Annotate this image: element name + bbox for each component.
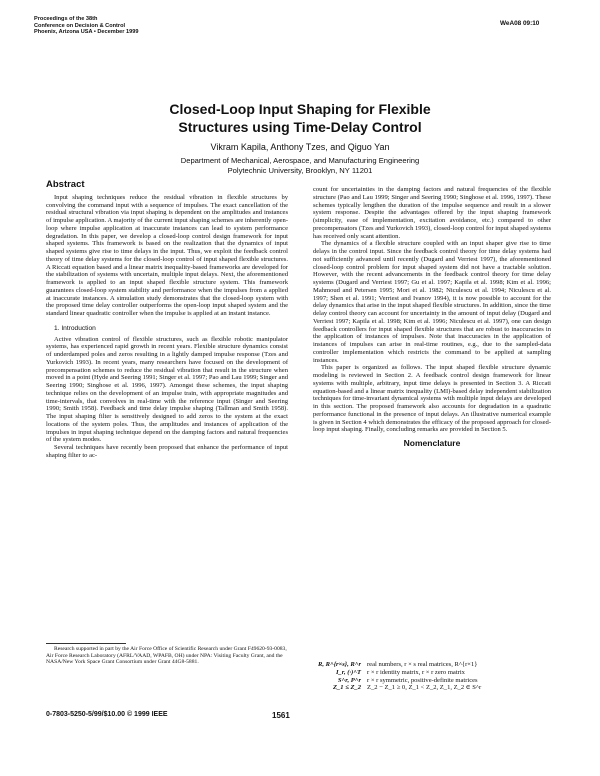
footnote-rule: [46, 643, 126, 644]
title-line-1: Closed-Loop Input Shaping for Flexible: [169, 101, 431, 117]
nomenclature-symbol: S^r, P^r: [337, 676, 361, 684]
nomenclature-symbol: Z_1 ≤ Z_2: [333, 684, 361, 692]
nomenclature-symbol: R, R^{r×s}, R^r: [317, 661, 361, 668]
nomenclature-row: [313, 669, 551, 677]
affiliation-line-1: Department of Mechanical, Aerospace, and Manufacturing Engineering: [180, 156, 420, 165]
nomenclature-row: [313, 677, 551, 685]
page-number: 1561: [272, 711, 290, 720]
right-paragraph-1: count for uncertainties in the damping factors and natural frequencies of the flexible structure (Pao and Lau 1999; Singer and Seering 1990; Singhose et al. 1996, 1997). These schemes typically lengthen the duration of the impulse sequence and result in a slower system response. Despite the advantages offered by the input shaping framework (simplicity, ease of implementation, excitation avoidance, etc.) compared to other precompensators (Tzes and Yurkovich 1993), closed-loop control for input shaped systems has received only scant attention.: [313, 186, 551, 240]
authors: Vikram Kapila, Anthony Tzes, and Qiguo Yan: [210, 142, 390, 152]
footnote-text: Research supported in part by the Air Force Office of Scientific Research under Grant F49620-93-0083, Air Force Research Laboratory (AFRL/VAAD, WPAFB, OH) under NPA: Visiting Faculty Grant, and the NASA/New York Space Grant Consortium under Grant 44G8-5881.: [46, 646, 287, 666]
intro-paragraph-1: Active vibration control of flexible structures, such as flexible robotic manipulator systems, has experienced rapid growth in recent years. Flexible structure dynamics consist of underdamped poles and zeros resulting in a lightly damped impulse response (Tzes and Yurkovich 1993). In recent years, many researchers have focused on the development of precompensation schemes to reduce the residual vibration that result in the structure when moved in a point (Hyde and Seering 1991; Singer et al. 1997; Pao and Lau 1999; Singer and Seering 1990; Singhose et al. 1996, 1997). Amongst these schemes, the input shaping technique relies on the development of an impulse train, with appropriate magnitudes and time-intervals, that convolves in real-time with the reference input (Singer and Seering 1990; Smith 1958). Feedback and time delay impulse shaping (Tallman and Smith 1958). The input shaping filter is sensitively designed to add zeros to the system at the exact locations of the system poles. Thus, the amplitudes and instances of application of the impulses in input shaping technique depend on the damping factors and natural frequencies of the system modes.: [46, 335, 288, 444]
nomenclature-definition: r × r identity matrix, r × r zero matrix: [367, 668, 465, 676]
nomenclature-row: [313, 661, 551, 669]
intro-paragraph-2: Several techniques have recently been proposed that enhance the performance of input shaping filter to ac-: [46, 444, 288, 459]
nomenclature-row: [313, 684, 551, 692]
nomenclature-definition: r × r symmetric, positive-definite matrices: [367, 676, 478, 684]
right-paragraph-2: The dynamics of a flexible structure coupled with an input shaper give rise to time delays in the control input. Since the feedback control theory for time delay systems had not sufficiently advanced until recently (Dugard and Verriest 1997), the aforementioned closed-loop control problem for input shaped system did not have a tractable solution. However, with the recent advancements in the feedback control theory for time delay systems (Dugard and Verriest 1997; Gu et al. 1997; Kapila et al. 1998; Kim et al. 1996; Mahmoud and Petersen 1995; Mori et al. 1982; Niculescu et al. 1994; Niculescu et al. 1997; Shen et al. 1991; Verriest and Ivanov 1994), it is now possible to account for the delay dynamics that arise in the input shaped flexible structures. In addition, since the time delay control theory can account for uncertainty in the amount of input delay (Dugard and Verriest 1997; Kapila et al. 1998; Kim et al. 1996; Niculescu et al. 1997), one can design feedback controllers for input shaped flexible structures that are robust to inaccuracies in the application of instances of impulses. Note that inaccuracies in the application of instances of impulses can arise in real-time routines, e.g., due to the sampled-data controller implementation which restricts the command to be applied at sampling instances.: [313, 240, 551, 364]
right-column: [313, 186, 551, 448]
introduction-heading: 1. Introduction: [54, 324, 96, 332]
right-paragraph-3: This paper is organized as follows. The input shaped flexible structure dynamic modeling is reviewed in Section 2. A feedback control design framework for linear systems with multiple, arbitrary, input time delays is presented in Section 3. A Riccati equation-based and a linear matrix inequality (LMI)-based delay independent stabilization techniques for time-invariant dynamical systems with multiple input delays are developed in this section. The proposed framework also accounts for degradation in a quadratic performance functional in the presence of input delays. An illustrative numerical example is given in Section 4 which demonstrates the efficacy of the proposed approach for closed-loop input shaping. Finally, concluding remarks are provided in Section 5.: [313, 364, 551, 434]
title-line-2: Structures using Time-Delay Control: [178, 119, 422, 135]
nomenclature-heading: Nomenclature: [403, 438, 461, 448]
nomenclature-symbol: I_r, (·)^T: [335, 668, 361, 676]
abstract-text: Input shaping techniques reduce the residual vibration in flexible structures by convolving the command input with a sequence of impulses. The exact cancellation of the residual structural vibration via input shaping is dependent on the amplitudes and instances of impulse application. A majority of the current input shaping schemes are inherently open-loop where impulse application at inaccurate instances can lead to system performance degradation. In this paper, we develop a closed-loop control design framework for input shaped systems. This framework is based on the realization that the dynamics of input shaped systems give rise to time delays in the input. Thus, we exploit the feedback control theory of time delay systems for the closed-loop control of input shaped flexible structures. A Riccati equation based and a linear matrix inequality-based frameworks are developed for the stabilization of systems with uncertain, multiple input delays. Next, the aforementioned framework is applied to an input shaped flexible structure system. This framework guarantees closed-loop system stability and performance when the impulses from a applied at inaccurate instances. A simulation study demonstrates that the closed-loop system with the proposed time delay controller outperforms the open-loop input shaped system and the standard linear quadratic controller when the impulse is applied at an instant instance.: [46, 193, 288, 317]
affiliation-line-2: Polytechnic University, Brooklyn, NY 11201: [227, 166, 373, 175]
nomenclature-definition: Z_2 − Z_1 ≥ 0, Z_1 < Z_2, Z_1, Z_2 ∈ S^r: [367, 684, 482, 692]
proceedings-line-2: Conference on Decision & Control: [34, 22, 126, 29]
proceedings-line-1: Proceedings of the 38th: [34, 16, 98, 22]
paper-title: [40, 100, 560, 136]
affiliation: [40, 156, 560, 176]
footnote: [46, 646, 288, 666]
nomenclature-list: [313, 661, 551, 692]
proceedings-header: [34, 16, 138, 36]
nomenclature-definition: real numbers, r × s real matrices, R^{r×1}: [367, 661, 478, 668]
left-column: [46, 181, 288, 460]
proceedings-line-3: Phoenix, Arizona USA • December 1999: [34, 29, 139, 36]
abstract-heading: Abstract: [46, 179, 85, 190]
isbn-line: 0-7803-5250-5/99/$10.00 © 1999 IEEE: [46, 711, 168, 718]
session-label: WeA08 09:10: [500, 20, 540, 27]
